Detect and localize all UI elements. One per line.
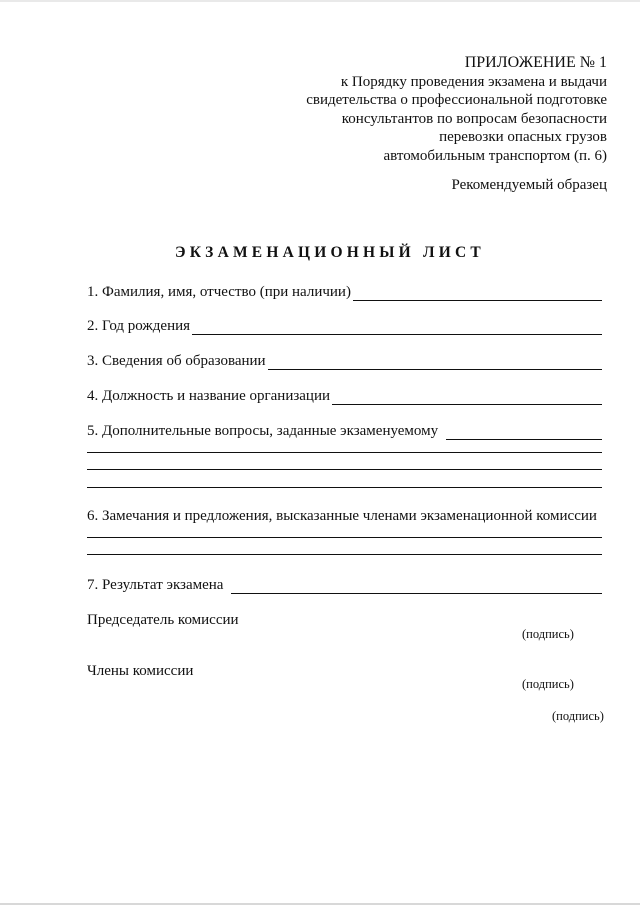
appendix-header bbox=[267, 54, 607, 165]
field-label: 5. Дополнительные вопросы, заданные экзаменуемому bbox=[87, 423, 439, 439]
form-title: ЭКЗАМЕНАЦИОННЫЙ ЛИСТ bbox=[175, 244, 485, 261]
commission-remarks-blank-line[interactable] bbox=[87, 554, 602, 555]
field-exam-result bbox=[87, 576, 602, 594]
appendix-line: автомобильным транспортом (п. 6) bbox=[383, 147, 607, 164]
chairman-label: Председатель комиссии bbox=[87, 612, 239, 628]
member-signature-caption: (подпись) bbox=[522, 677, 574, 691]
field-label: 4. Должность и название организации bbox=[87, 388, 331, 404]
field-label: 1. Фамилия, имя, отчество (при наличии) bbox=[87, 284, 351, 300]
field-label: 7. Результат экзамена bbox=[87, 577, 224, 593]
chairman-signature-caption: (подпись) bbox=[522, 627, 574, 641]
full-name-line[interactable] bbox=[353, 287, 602, 301]
field-label: 6. Замечания и предложения, высказанные членами экзаменационной комиссии bbox=[87, 508, 597, 524]
member-signature-caption: (подпись) bbox=[552, 709, 604, 723]
appendix-line: свидетельства о профессиональной подготовке bbox=[306, 92, 607, 108]
appendix-title: ПРИЛОЖЕНИЕ № 1 bbox=[464, 54, 607, 71]
field-birth-year bbox=[87, 317, 602, 335]
field-commission-remarks bbox=[87, 507, 602, 525]
recommended-sample-note: Рекомендуемый образец bbox=[451, 177, 607, 193]
field-position-organization bbox=[87, 387, 602, 405]
field-label: 3. Сведения об образовании bbox=[87, 353, 266, 369]
appendix-line: к Порядку проведения экзамена и выдачи bbox=[340, 73, 607, 90]
field-full-name bbox=[87, 283, 602, 301]
additional-questions-blank-line[interactable] bbox=[87, 487, 602, 488]
exam-result-line[interactable] bbox=[231, 580, 602, 594]
appendix-line: перевозки опасных грузов bbox=[439, 129, 607, 145]
position-organization-line[interactable] bbox=[332, 391, 602, 405]
scan-edge-top bbox=[0, 0, 640, 2]
field-additional-questions bbox=[87, 422, 602, 440]
field-label: 2. Год рождения bbox=[87, 318, 191, 334]
birth-year-line[interactable] bbox=[192, 321, 602, 335]
field-education bbox=[87, 352, 602, 370]
education-line[interactable] bbox=[268, 356, 602, 370]
additional-questions-blank-line[interactable] bbox=[87, 469, 602, 470]
members-label: Члены комиссии bbox=[87, 663, 194, 679]
appendix-line: консультантов по вопросам безопасности bbox=[341, 110, 607, 127]
commission-remarks-blank-line[interactable] bbox=[87, 537, 602, 538]
additional-questions-line[interactable] bbox=[446, 426, 602, 440]
additional-questions-blank-line[interactable] bbox=[87, 452, 602, 453]
